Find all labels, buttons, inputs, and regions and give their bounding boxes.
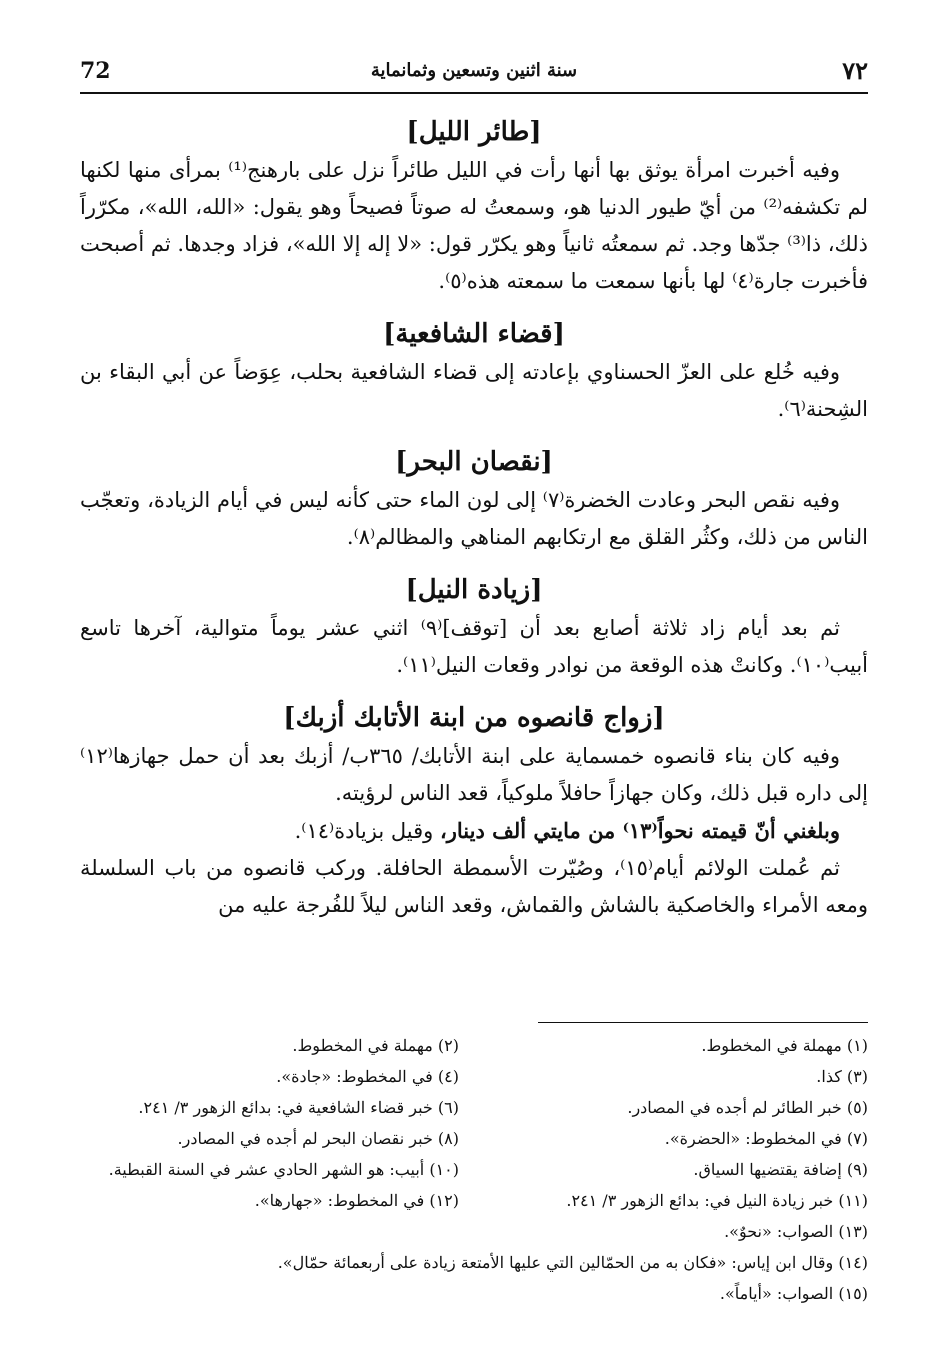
footnote-7: (٧) في المخطوط: «الحضرة».: [664, 1129, 868, 1148]
footnote-6: (٦) خبر قضاء الشافعية في: بدائع الزهور ٣/ ٢٤١.: [138, 1098, 459, 1117]
footnote-10: (١٠) أبيب: هو الشهر الحادي عشر في السنة القبطية.: [108, 1160, 459, 1179]
footnote-11: (١١) خبر زيادة النيل في: بدائع الزهور ٣/ ٢٤١.: [566, 1191, 868, 1210]
section-title-night-bird: [طائر الليل]: [406, 117, 542, 147]
footnote-grid: [80, 1030, 868, 1216]
section-title-sea-decrease: [نقصان البحر]: [395, 447, 553, 477]
paragraph-qansuh-marriage-1: وفيه كان بناء قانصوه خمسماية على ابنة الأتابك/ ٣٦٥ب/ أزبك بعد أن حمل جهازها⁽١٢⁾ إلى داره قبل ذلك، وكان جهازاً حافلاً ملوكياً، قعد الناس لرؤيته.: [80, 744, 868, 805]
footnote-14: (١٤) وقال ابن إياس: «فكان به من الحمّالين التي عليها الأمتعة زيادة على أربعمائة حمّال».: [277, 1253, 868, 1272]
footnotes: [80, 1030, 868, 1309]
paragraph-night-bird: وفيه أخبرت امرأة يوثق بها أنها رأت في الليل طائراً نزل على بارهنج⁽¹⁾ بمرأى منها لكنها لم تكشفه⁽²⁾ من أيّ طيور الدنيا هو، وسمعتُ له صوتاً فصيحاً وهو يقول: «الله، الله»، مكرّراً ذلك، ذا⁽³⁾ جدّها وجد. ثم سمعتُه ثانياً وهو يكرّر قول: «لا إله إلا الله»، فزاد وجدها. ثم أصبحت فأخبرت جارة⁽٤⁾ لها بأنها سمعت ما سمعته هذه⁽٥⁾.: [80, 158, 869, 293]
main-text: [80, 112, 868, 924]
paragraph-sea-decrease: وفيه نقص البحر وعادت الخضرة⁽٧⁾ إلى لون الماء حتى كأنه ليس في أيام الزيادة، وتعجّب الناس من ذلك، وكثُر القلق مع ارتكابهم المناهي والمظالم⁽٨⁾.: [80, 488, 868, 549]
footnote-4: (٤) في المخطوط: «جادة».: [276, 1067, 459, 1086]
footnote-15: (١٥) الصواب: «أياماً».: [719, 1284, 868, 1303]
header-rule: [80, 92, 868, 94]
paragraph-qansuh-marriage-3: ثم عُملت الولائم أيام⁽١٥⁾، وصُيّرت الأسمطة الحافلة. وركب قانصوه من باب السلسلة ومعه الأمراء والخاصكية بالشاش والقماش، وقعد الناس ليلاً للفُرجة عليه من: [80, 856, 868, 917]
paragraph-shafii-judgeship: وفيه خُلع على العزّ الحسناوي بإعادته إلى قضاء الشافعية بحلب، عِوَضاً عن أبي البقاء بن الشِحنة⁽٦⁾.: [80, 360, 868, 421]
footnote-rule: [538, 1022, 868, 1023]
section-title-qansuh-marriage: [زواج قانصوه من ابنة الأتابك أزبك]: [283, 703, 665, 733]
paragraph-nile-increase: ثم بعد أيام زاد ثلاثة أصابع بعد أن [توقف]⁽٩⁾ اثني عشر يوماً متوالية، آخرها تاسع أبيب⁽١٠⁾. وكانتْ هذه الوقعة من نوادر وقعات النيل⁽١١⁾.: [80, 616, 868, 677]
page-number-latin: 72: [80, 58, 111, 84]
page-header: [80, 52, 868, 96]
section-title-nile-increase: [زيادة النيل]: [405, 575, 543, 605]
footnote-3: (٣) كذا.: [816, 1067, 868, 1086]
footnote-5: (٥) خبر الطائر لم أجده في المصادر.: [627, 1098, 868, 1117]
page-number-arabic: ٧٢: [842, 56, 868, 85]
paragraph-continuation: وقيل بزيادة⁽١٤⁾.: [294, 819, 440, 843]
footnote-8: (٨) خبر نقصان البحر لم أجده في المصادر.: [177, 1129, 459, 1148]
bold-lead-text: وبلغني أنّ قيمته نحواً⁽١٣⁾ من مايتي ألف دينار،: [439, 818, 840, 843]
footnote-1: (١) مهملة في المخطوط.: [701, 1036, 868, 1055]
section-title-shafii-judgeship: [قضاء الشافعية]: [383, 319, 565, 349]
footnote-2: (٢) مهملة في المخطوط.: [292, 1036, 459, 1055]
footnote-12: (١٢) في المخطوط: «جهارها».: [254, 1191, 459, 1210]
footnote-9: (٩) إضافة يقتضيها السياق.: [693, 1160, 868, 1179]
running-title: سنة اثنين وتسعين وثمانماية: [370, 60, 578, 81]
footnote-13: (١٣) الصواب: «نحوٌ».: [724, 1222, 868, 1241]
paragraph-qansuh-marriage-2: [80, 812, 868, 850]
